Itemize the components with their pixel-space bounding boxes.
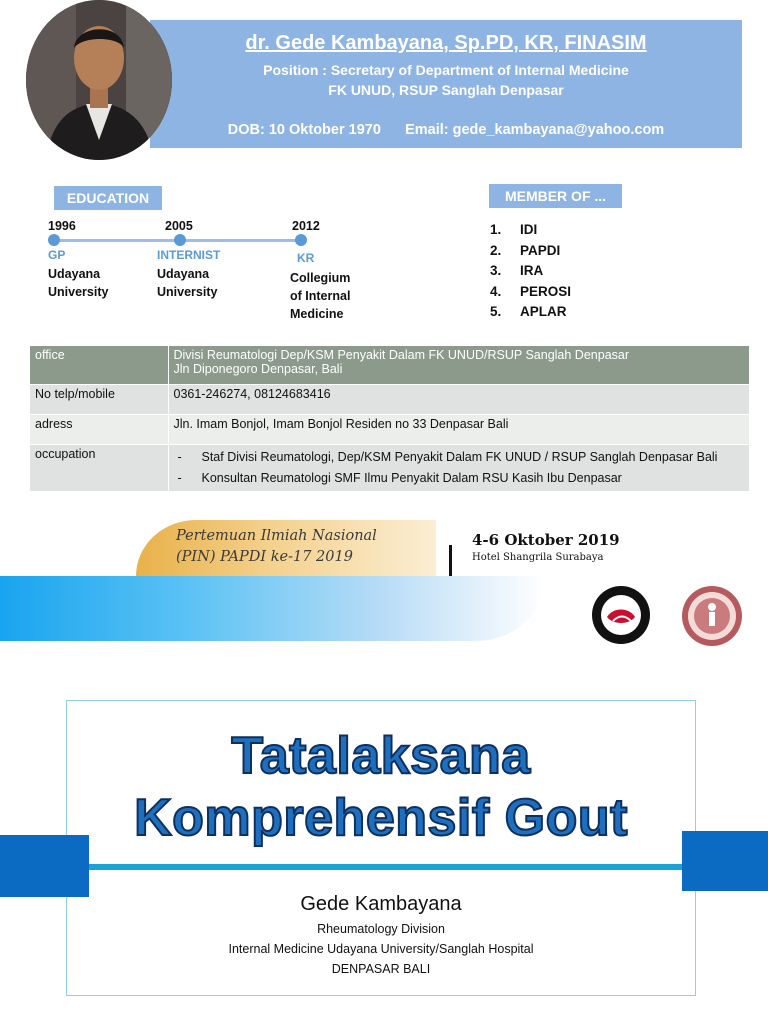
profile-name: dr. Gede Kambayana, Sp.PD, KR, FINASIM bbox=[245, 32, 647, 54]
membership-heading: MEMBER OF ... bbox=[489, 184, 622, 208]
event-date: 4-6 Oktober 2019 bbox=[472, 531, 620, 549]
occupation-value bbox=[168, 444, 750, 491]
list-item: - Staf Divisi Reumatologi, Dep/KSM Penyakit Dalam FK UNUD / RSUP Sanglah Denpasar Bali bbox=[177, 449, 718, 464]
education-year: 2005 bbox=[165, 219, 193, 233]
accent-block-right bbox=[682, 831, 768, 891]
affiliation-division: Rheumatology Division bbox=[317, 922, 445, 936]
affiliation-city: DENPASAR BALI bbox=[331, 962, 431, 976]
profile-institution: FK UNUD, RSUP Sanglah Denpasar bbox=[328, 82, 564, 98]
education-degree: INTERNIST bbox=[157, 248, 221, 262]
occupation-label: occupation bbox=[30, 444, 168, 491]
papdi-logo-icon bbox=[681, 585, 741, 645]
event-name-line2: (PIN) PAPDI ke-17 2019 bbox=[176, 549, 353, 565]
event-name: Pertemuan Ilmiah Nasional bbox=[176, 528, 377, 544]
address-label: adress bbox=[30, 414, 168, 444]
education-year: 1996 bbox=[48, 219, 76, 233]
presenter-name: Gede Kambayana bbox=[300, 893, 462, 915]
address-value: Jln. Imam Bonjol, Imam Bonjol Residen no 33 Denpasar Bali bbox=[168, 414, 750, 444]
timeline-dot bbox=[48, 234, 60, 246]
table-row bbox=[30, 384, 750, 414]
education-institution: Collegium of Internal Medicine bbox=[290, 271, 351, 321]
list-item: 4. PEROSI bbox=[490, 283, 572, 299]
education-degree: GP bbox=[48, 248, 66, 262]
education-institution: Udayana University bbox=[48, 267, 109, 299]
phone-value: 0361-246274, 08124683416 bbox=[168, 384, 750, 414]
education-degree: KR bbox=[297, 251, 315, 265]
list-item: 1. IDI bbox=[490, 222, 538, 237]
banner-divider bbox=[449, 545, 452, 576]
event-banner-blue bbox=[0, 576, 546, 641]
table-row bbox=[30, 346, 750, 384]
list-item: 5. APLAR bbox=[490, 304, 567, 320]
table-row bbox=[30, 414, 750, 444]
profile-dob-email: DOB: 10 Oktober 1970 Email: gede_kambayana@yahoo.com bbox=[227, 122, 665, 138]
accent-block-left bbox=[0, 835, 89, 897]
timeline-dot bbox=[295, 234, 307, 246]
slide-title-line2: Komprehensif Gout bbox=[134, 789, 628, 847]
event-venue: Hotel Shangrila Surabaya bbox=[472, 552, 604, 563]
office-value: Divisi Reumatologi Dep/KSM Penyakit Dalam FK UNUD/RSUP Sanglah Denpasar Jln Diponegoro Denpasar, Bali bbox=[168, 346, 750, 384]
slide-title: Tatalaksana bbox=[231, 727, 531, 785]
affiliation-institution: Internal Medicine Udayana University/Sanglah Hospital bbox=[228, 942, 534, 956]
list-item: 3. IRA bbox=[490, 263, 544, 279]
education-institution: Udayana University bbox=[157, 267, 218, 299]
contact-info-table bbox=[30, 346, 750, 492]
list-item: - Konsultan Reumatologi SMF Ilmu Penyakit Dalam RSU Kasih Ibu Denpasar bbox=[177, 470, 622, 485]
phone-label: No telp/mobile bbox=[30, 384, 168, 414]
office-label: office bbox=[30, 346, 168, 384]
timeline-dot bbox=[174, 234, 186, 246]
membership-list bbox=[490, 222, 571, 325]
table-row bbox=[30, 444, 750, 491]
title-rule bbox=[0, 864, 768, 870]
reumatologi-logo-icon bbox=[591, 585, 651, 645]
list-item: 2. PAPDI bbox=[490, 242, 561, 258]
education-year: 2012 bbox=[292, 219, 320, 233]
education-heading: EDUCATION bbox=[54, 186, 162, 210]
profile-position: Position : Secretary of Department of Internal Medicine bbox=[263, 62, 629, 78]
